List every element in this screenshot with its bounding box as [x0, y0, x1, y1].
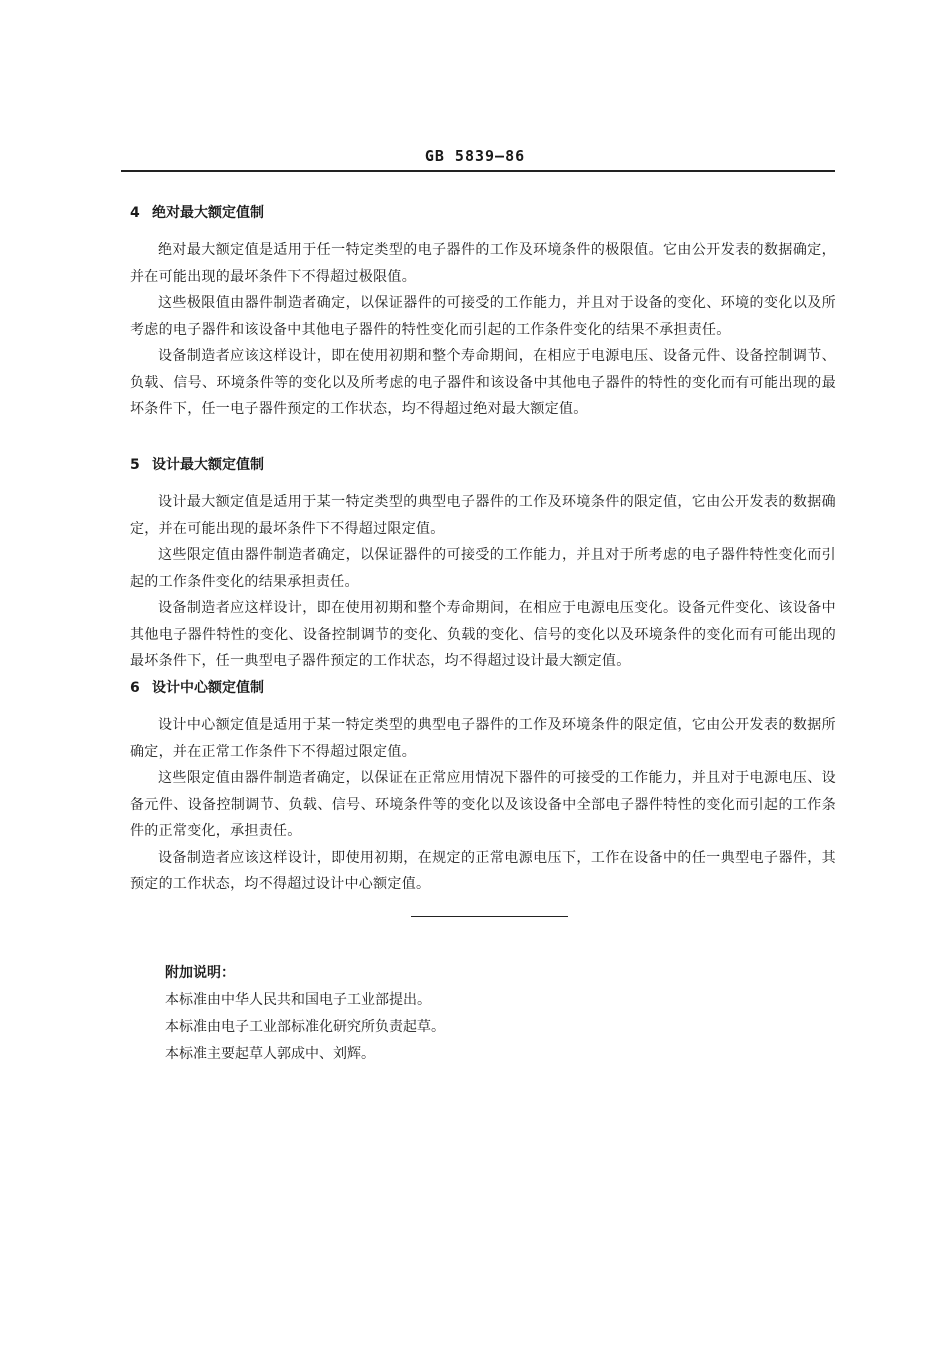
header-rule	[121, 170, 835, 172]
notes-title: 附加说明：	[165, 965, 235, 981]
notes-line: 本标准由电子工业部标准化研究所负责起草。	[165, 1019, 445, 1035]
notes-line: 本标准由中华人民共和国电子工业部提出。	[165, 992, 431, 1008]
section-number: 5	[130, 457, 140, 473]
standard-number-header: GB 5839—86	[424, 147, 526, 165]
paragraph: 设计中心额定值是适用于某一特定类型的典型电子器件的工作及环境条件的限定值，它由公开发表的数据所确定，并在正常工作条件下不得超过限定值。	[130, 717, 836, 760]
section-heading	[130, 678, 836, 698]
paragraph: 这些限定值由器件制造者确定，以保证器件的可接受的工作能力，并且对于所考虑的电子器件特性变化而引起的工作条件变化的结果承担责任。	[130, 547, 836, 590]
paragraph: 绝对最大额定值是适用于任一特定类型的电子器件的工作及环境条件的极限值。它由公开发表的数据确定，并在可能出现的最坏条件下不得超过极限值。	[130, 242, 836, 285]
section-heading	[130, 203, 836, 223]
paragraph: 设备制造者应该这样设计，即在使用初期和整个寿命期间，在相应于电源电压、设备元件、设备控制调节、负载、信号、环境条件等的变化以及所考虑的电子器件和该设备中其他电子器件的特性的变化而有可能出现的最坏条件下，任一电子器件预定的工作状态，均不得超过绝对最大额定值。	[130, 348, 836, 417]
section-6	[130, 678, 836, 898]
section-number: 6	[130, 680, 140, 696]
paragraph: 这些限定值由器件制造者确定，以保证在正常应用情况下器件的可接受的工作能力，并且对于电源电压、设备元件、设备控制调节、负载、信号、环境条件等的变化以及该设备中全部电子器件特性的变化而引起的工作条件的正常变化，承担责任。	[130, 770, 836, 839]
section-heading	[130, 455, 836, 475]
paragraph: 设备制造者应该这样设计，即使用初期，在规定的正常电源电压下，工作在设备中的任一典型电子器件，其预定的工作状态，均不得超过设计中心额定值。	[130, 849, 836, 892]
end-of-text-rule	[411, 916, 568, 917]
notes-line: 本标准主要起草人郭成中、刘辉。	[165, 1046, 375, 1062]
section-5	[130, 455, 836, 675]
section-title: 设计最大额定值制	[152, 457, 264, 473]
section-title: 设计中心额定值制	[152, 680, 264, 696]
paragraph: 设计最大额定值是适用于某一特定类型的典型电子器件的工作及环境条件的限定值，它由公开发表的数据确定，并在可能出现的最坏条件下不得超过限定值。	[130, 494, 836, 537]
paragraph: 设备制造者应这样设计，即在使用初期和整个寿命期间，在相应于电源电压变化。设备元件变化、该设备中其他电子器件特性的变化、设备控制调节的变化、负载的变化、信号的变化以及环境条件的变化而有可能出现的最坏条件下，任一典型电子器件预定的工作状态，均不得超过设计最大额定值。	[130, 600, 836, 669]
section-number: 4	[130, 205, 140, 221]
paragraph: 这些极限值由器件制造者确定，以保证器件的可接受的工作能力，并且对于设备的变化、环境的变化以及所考虑的电子器件和该设备中其他电子器件的特性变化而引起的工作条件变化的结果不承担责任。	[130, 295, 836, 338]
additional-notes	[165, 960, 765, 1068]
section-4	[130, 203, 836, 423]
section-title: 绝对最大额定值制	[152, 205, 264, 221]
